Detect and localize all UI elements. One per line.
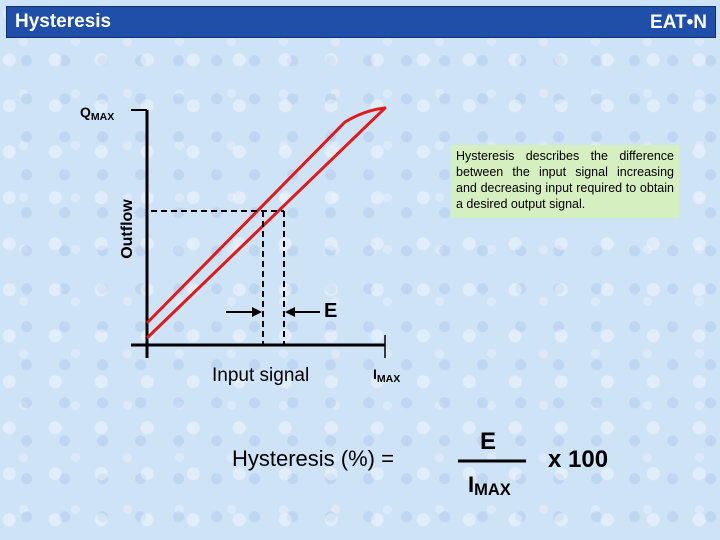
gap-label: E xyxy=(324,300,338,322)
x-axis-max-label: $I_{MAX}$ xyxy=(373,366,401,385)
arrow-right-head xyxy=(285,307,295,317)
formula-numerator: E xyxy=(480,428,497,455)
arrow-left-head xyxy=(252,307,262,317)
x-axis-label: Input signal xyxy=(212,365,310,386)
slide-title: Hysteresis xyxy=(15,11,112,32)
hysteresis-loop xyxy=(147,108,385,338)
description-note: Hysteresis describes the difference between the input signal increasing and decreasing input required to obtain a desired output signal. xyxy=(451,145,679,218)
y-axis-label: Outflow xyxy=(119,199,136,259)
y-axis-max-label: $Q_{MAX}$ xyxy=(80,104,115,123)
eaton-logo: EAT•N xyxy=(650,12,707,33)
formula-lhs: Hysteresis (%) = xyxy=(232,446,394,471)
formula-multiplier: x 100 xyxy=(548,446,609,473)
formula-denominator: $I_{MAX}$ xyxy=(468,472,511,499)
